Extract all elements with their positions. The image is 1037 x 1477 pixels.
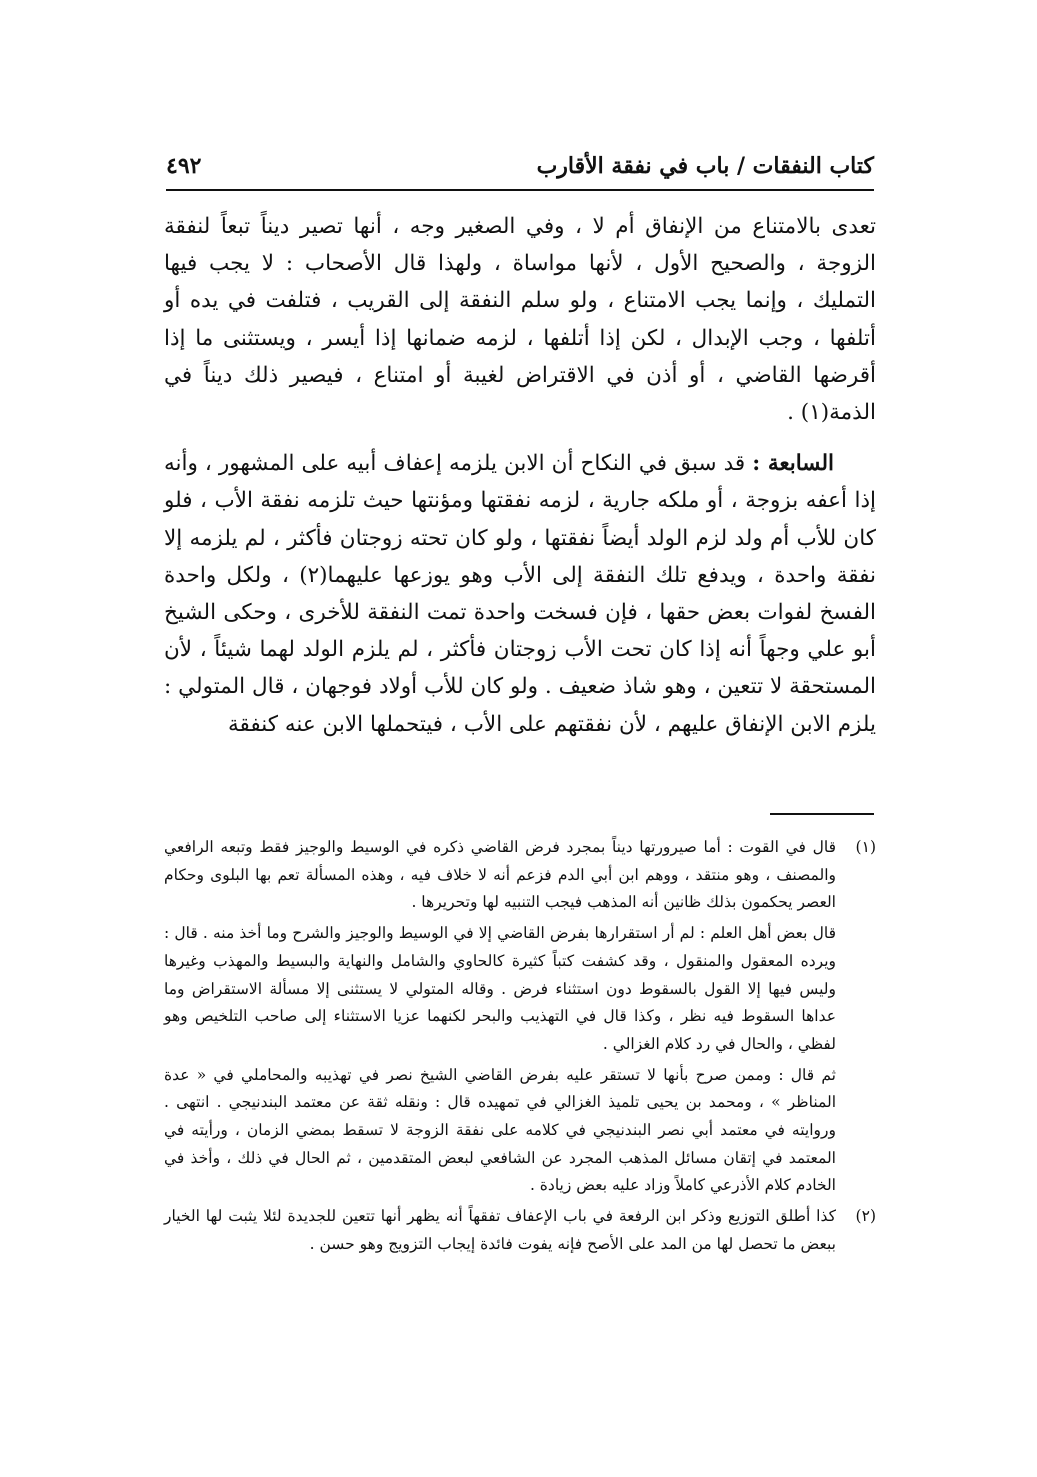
footnote	[164, 834, 876, 1200]
main-text	[164, 208, 876, 743]
footnote-paragraph: ثم قال : وممن صرح بأنها لا تستقر عليه بفرض القاضي الشيخ نصر في تهذيبه والمحاملي في « عدة المناظر » ، ومحمد بن يحيى تلميذ الغزالي في تمهيده قال : ونقله ثقة عن معتمد البندنيجي . انتهى . وروايته في معتمد أبي نصر البندنيجي في كلامه على نفقة الزوجة لا تسقط بمضي الزمان ، ورأيته في المعتمد في إتقان مسائل المذهب المجرد عن الشافعي لبعض المتقدمين ، ثم الحال في ذلك ، وأخذ في الخادم كلام الأذرعي كاملاً وزاد عليه بعض زيادة .	[164, 1065, 836, 1195]
body-paragraph: تعدى بالامتناع من الإنفاق أم لا ، وفي الصغير وجه ، أنها تصير ديناً تبعاً لنفقة الزوجة ، والصحيح الأول ، لأنها مواساة ، ولهذا قال الأصحاب : لا يجب فيها التمليك ، وإنما يجب الامتناع ، ولو سلم النفقة إلى القريب ، فتلفت في يده أو أتلفها ، وجب الإبدال ، لكن إذا أتلفها ، لزمه ضمانها إذا أيسر ، ويستثنى ما إذا أقرضها القاضي ، أو أذن في الاقتراض لغيبة أو امتناع ، فيصير ذلك ديناً في الذمة(١) .	[164, 214, 876, 426]
page-header	[166, 146, 874, 186]
header-rule	[166, 189, 874, 191]
running-title: كتاب النفقات / باب في نفقة الأقارب	[536, 153, 874, 179]
footnote-paragraph: قال في القوت : أما صيرورتها ديناً بمجرد فرض القاضي ذكره في الوسيط والوجيز فقط وتبعه الرافعي والمصنف ، وهو منتقد ، ووهم ابن أبي الدم فزعم أنه لا خلاف فيه ، وهذه المسألة تعم بها البلوى وحكام العصر يحكمون بذلك ظانين أنه المذهب فيجب التنبيه لها وتحريرها .	[164, 838, 836, 912]
body-paragraph	[164, 445, 876, 743]
section-lead: السابعة :	[752, 451, 834, 477]
footnote	[164, 1203, 876, 1258]
footnote-number: (٢)	[855, 1207, 876, 1226]
footnote-paragraph: قال بعض أهل العلم : لم أر استقرارها بفرض القاضي إلا في الوسيط والوجيز والشرح وما أخذ منه . قال : ويرده المعقول والمنقول ، وقد كشفت كتباً كثيرة كالحاوي والشامل والنهاية والبسيط والمهذب وغيرها وليس فيها إلا القول بالسقوط دون استثناء فرض . وقاله المتولي لا يستثنى إلا مسألة الاستقراض وما عداها السقوط فيه نظر ، وكذا قال في التهذيب والبحر لكنهما عزيا الاستثناء إلى صاحب التلخيص وهو لفظي ، والحال في رد كلام الغزالي .	[164, 924, 836, 1053]
body-paragraph-text: قد سبق في النكاح أن الابن يلزمه إعفاف أبيه على المشهور ، وأنه إذا أعفه بزوجة ، أو ملكه جارية ، لزمه نفقتها ومؤنتها حيث تلزمه نفقة الأب ، فلو كان للأب أم ولد لزم الولد أيضاً نفقتها ، ولو كان تحته زوجتان فأكثر ، لم يلزمه إلا نفقة واحدة ، ويدفع تلك النفقة إلى الأب وهو يوزعها عليهما(٢) ، ولكل واحدة الفسخ لفوات بعض حقها ، فإن فسخت واحدة تمت النفقة للأخرى ، وحكى الشيخ أبو علي وجهاً أنه إذا كان تحت الأب زوجتان فأكثر ، لم يلزم الولد لهما شيئاً ، لأن المستحقة لا تتعين ، وهو شاذ ضعيف . ولو كان للأب أولاد فوجهان ، قال المتولي : يلزم الابن الإنفاق عليهم ، لأن نفقتهم على الأب ، فيتحملها الابن عنه كنفقة	[164, 451, 876, 737]
page-number: ٤٩٢	[166, 153, 202, 179]
footnote-separator	[770, 813, 874, 815]
footnote-paragraph: كذا أطلق التوزيع وذكر ابن الرفعة في باب الإعفاف تفقهاً أنه يظهر أنها تتعين للجديدة لئلا يثبت لها الخيار ببعض ما تحصل لها من المد على الأصح فإنه يفوت فائدة إيجاب التزويج وهو حسن .	[164, 1207, 836, 1253]
footnotes	[164, 834, 876, 1262]
footnote-number: (١)	[855, 838, 876, 856]
